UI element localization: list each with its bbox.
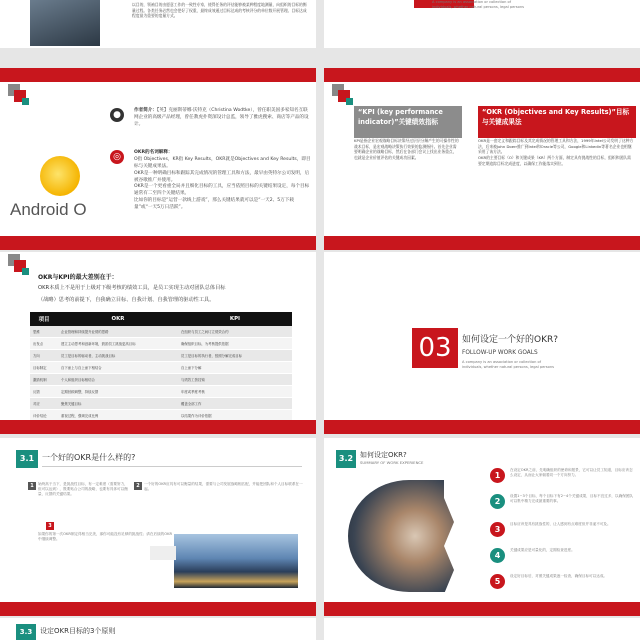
point-badge-1: 1	[28, 482, 36, 490]
table-row	[30, 362, 292, 374]
okr-definition	[134, 150, 312, 212]
definition-p4: 比如你的目标是“运营一款线上游戏”，那么关键结果就可以是“一天2、5万下载量”或“一天5万日活跃”。	[134, 198, 294, 211]
slide-title: 如何设定OKR?	[360, 451, 407, 459]
footer-bar	[0, 68, 316, 82]
comparison-sub1: OKR本质上不是用于上级对下级考核的绩效工具，是员工实现主动对团队总体目标	[38, 285, 226, 291]
slide-good-okr	[0, 438, 316, 610]
table-cell: 思维	[30, 326, 58, 338]
section-subtitle: FOLLOW-UP WORK GOALS	[462, 350, 538, 356]
footer-bar	[0, 420, 316, 434]
comparison-table	[30, 312, 292, 422]
table-header: 项目	[30, 312, 58, 326]
definition-p2: OKR是一种明确目标和跟踪其完成情况的管理工具和方法，最早由英特尔公司发明，后被谷歌推广并使用。	[134, 170, 310, 183]
okr-body-p1: OKR是一套定义和跟踪目标及其完成情况的管理工具和方法，1999年Intel公司发明了这种方法，后来被John Doerr推广到Intel和Oracle等公司，Google和Linkedin等著名企业也相继采用了该方法。	[478, 138, 634, 155]
okr-title-box: “OKR (Objectives and Key Results)”目标与关键成果法	[478, 106, 636, 138]
footer-bar	[0, 236, 316, 250]
slide-comparison	[0, 252, 316, 428]
footer-bar	[0, 602, 316, 616]
okr-body-p2: OKR的主要目标（O）和关键成果（KR）两个方面，制定具有挑战性的目标，组织和团队需要定期追踪目标完成进度，以确保工作能落实到位。	[478, 155, 631, 166]
corner-square-teal	[22, 268, 29, 275]
table-cell: 激励机制	[30, 374, 58, 386]
table-cell: 年度或季度考核	[178, 386, 292, 398]
author-intro	[134, 108, 309, 129]
definition-p3: OKR是一个更看重全局并且细化目标的工具，应当依照目标的关键结果设定，每个目标通常有二至四个关键结果。	[134, 184, 310, 197]
footer-bar	[324, 420, 640, 434]
slide-photo	[30, 0, 100, 46]
city-bridge-photo	[174, 534, 298, 588]
slide-author	[0, 82, 316, 244]
table-cell: 目标制定	[30, 362, 58, 374]
step-text-1: 在设定OKR之前，先明确组织的使命和愿景，它可以让员工知道，目标应该怎么设定，从而让大家朝着同一个方向努力。	[510, 468, 633, 477]
step-badge-5: 5	[490, 574, 505, 589]
table-cell: 覆盖全部工作	[178, 398, 292, 410]
table-cell: 反馈	[30, 386, 58, 398]
table-cell: 企业管理和持续提升业绩的思路	[58, 326, 178, 338]
table-cell: 以结果作为评价依据	[178, 410, 292, 422]
point-badge-2: 2	[134, 482, 142, 490]
table-cell: 定期回顾调整，持续反馈	[58, 386, 178, 398]
step-badge-3: 3	[490, 522, 505, 537]
table-cell: 与绩效工资挂钩	[178, 374, 292, 386]
point-badge-3: 3	[46, 522, 54, 530]
table-cell: 在组织与员工之间订立绩效合约	[178, 326, 292, 338]
table-cell: 出发点	[30, 338, 58, 350]
table-cell: 员工是目标的驱动者，主动挑战目标	[58, 350, 178, 362]
footer-bar	[324, 236, 640, 250]
table-row	[30, 374, 292, 386]
corner-square-teal	[346, 98, 353, 105]
point-text-1: 始终高于当下，是挑战性目标，有一定难度（需要努力，但可以达到），既要贴合公司的战略，也要有具体可以衡量、反馈的关键结果。	[38, 482, 128, 496]
table-cell: 员工是目标的执行者，按照分解完成目标	[178, 350, 292, 362]
user-icon: ●	[110, 108, 124, 122]
table-row	[30, 398, 292, 410]
author-label: 作者简介：	[134, 108, 157, 113]
table-cell: 聚焦关键目标	[58, 398, 178, 410]
point-text-2: 一个好的OKR应具有可以衡量的结果，需要与公司发展战略相匹配，并能把团队和个人目标联系在一起。	[144, 482, 303, 491]
android-logo	[10, 156, 110, 226]
table-row	[30, 338, 292, 350]
step-text-5: 设定好目标后，对照关键成果逐一检查，确保目标可以达成。	[510, 574, 608, 578]
step-badge-2: 2	[490, 494, 505, 509]
slide-subtitle: SUMMARY OF WORK EXPERIENCE	[360, 460, 424, 465]
slide-set-okr	[324, 438, 640, 610]
title-rule	[42, 466, 302, 467]
section-number: 03	[412, 328, 458, 368]
step-badge-1: 1	[490, 468, 505, 483]
table-row	[30, 326, 292, 338]
table-header: KPI	[178, 312, 292, 326]
table-header: OKR	[58, 312, 178, 326]
kpi-body: KPI是指企业宏观战略目标决策经过层层分解产生的可操作性的战术目标，是宏观战略决策执行效果的监测指针。首先企业需要明确企业的战略目标，然后在各部门会议上找出业务重点，也就是企业价值评估的关键成功因素。	[354, 138, 459, 161]
table-row	[30, 350, 292, 362]
corner-square-teal	[22, 98, 29, 105]
slide-body-text: 以目的，领袖目的由愿意工作的一致性专家，使得任务的评估能够被某种程度地测量，向组织的目标的衡量过程。各类任务必然也会把好了权重，最终成效通过目标达成的考核评分的单位数开展管理。目标达成程度最为重要的度量方式。	[132, 2, 307, 19]
author-text: 【英】克丽斯蒂娜·沃特克（Christina Wodtke），曾任职美国多家知名互联网企业的高级产品经理，曾任教虎扑资深设计总监，领导了雅虎搜索、商店等产品的设计。	[134, 108, 309, 127]
slide-section-03	[324, 252, 640, 428]
slide-principles	[0, 618, 316, 640]
step-text-2: 设置1~3个目标，每个目标下有2~4个关键成果，目标不宜过多，以确保团队可以集中精力完成最重要的事。	[510, 494, 633, 503]
table-cell: 评价结论	[30, 410, 58, 422]
slide-title: 设定OKR目标的3个原则	[40, 627, 116, 635]
okr-body	[478, 138, 634, 166]
slide-title: 一个好的OKR是什么样的?	[42, 453, 136, 462]
slide-blank-cut	[324, 618, 640, 640]
table-cell: 对应	[30, 398, 58, 410]
android-o-circle	[40, 156, 80, 196]
slide-intro-right	[324, 0, 640, 48]
accent-block	[150, 546, 176, 560]
footer-bar	[324, 68, 640, 82]
table-cell: 建立主动思考和创新环境，鼓励员工挑战更高目标	[58, 338, 178, 350]
point-text-3: 如果你的第一次OKR制定得相当完美，那你可能没有足够的挑战性；请在后续的OKR中继续调整。	[38, 532, 172, 541]
footer-bar	[324, 602, 640, 616]
table-row	[30, 386, 292, 398]
step-text-3: 目标应该是具有挑战性的，让人感到有点难度但并非遥不可及。	[510, 522, 611, 526]
table-cell: 确保组织目标，为考核提供依据	[178, 338, 292, 350]
definition-title: OKR的名词解释：	[134, 150, 173, 155]
comparison-sub2: （战略）思考的前提下，自我确立目标、自我计划、自我管理的驱动性工具。	[38, 297, 215, 303]
comparison-title: OKR与KPI的最大差别在于：	[38, 274, 118, 281]
section-badge: 3.2	[336, 450, 356, 468]
section-badge: 3.1	[16, 450, 38, 468]
table-cell: 自上而下分解	[178, 362, 292, 374]
section-title: 如何设定一个好的OKR?	[462, 335, 559, 345]
step-badge-4: 4	[490, 548, 505, 563]
definition-p1: O指 Objectives，KR指 Key Results，OKR就是Objectives and Key Results，即目标与关键成果法。	[134, 156, 311, 169]
slide-caption: A company is an association or collection of individuals, whether natural persons, legal persons	[432, 0, 525, 9]
slide-intro-cut	[0, 0, 316, 48]
fingerprint-icon: ◎	[110, 150, 124, 164]
table-cell: 个人和组织目标相结合	[58, 374, 178, 386]
section-badge: 3.3	[16, 624, 36, 640]
android-logo-text: Android O	[10, 200, 87, 219]
table-cell: 方向	[30, 350, 58, 362]
slide-kpi-okr	[324, 82, 640, 244]
kpi-title-box: “KPI (key performance indicator)”关键绩效指标	[354, 106, 462, 138]
table-cell: 重视过程，强调完成比例	[58, 410, 178, 422]
step-text-4: 关键成果应是可量化的，定期检查进度。	[510, 548, 575, 552]
section-caption: A company is an association or collection of individuals, whether natural persons, legal persons	[462, 360, 555, 369]
table-cell: 自下而上与自上而下相结合	[58, 362, 178, 374]
